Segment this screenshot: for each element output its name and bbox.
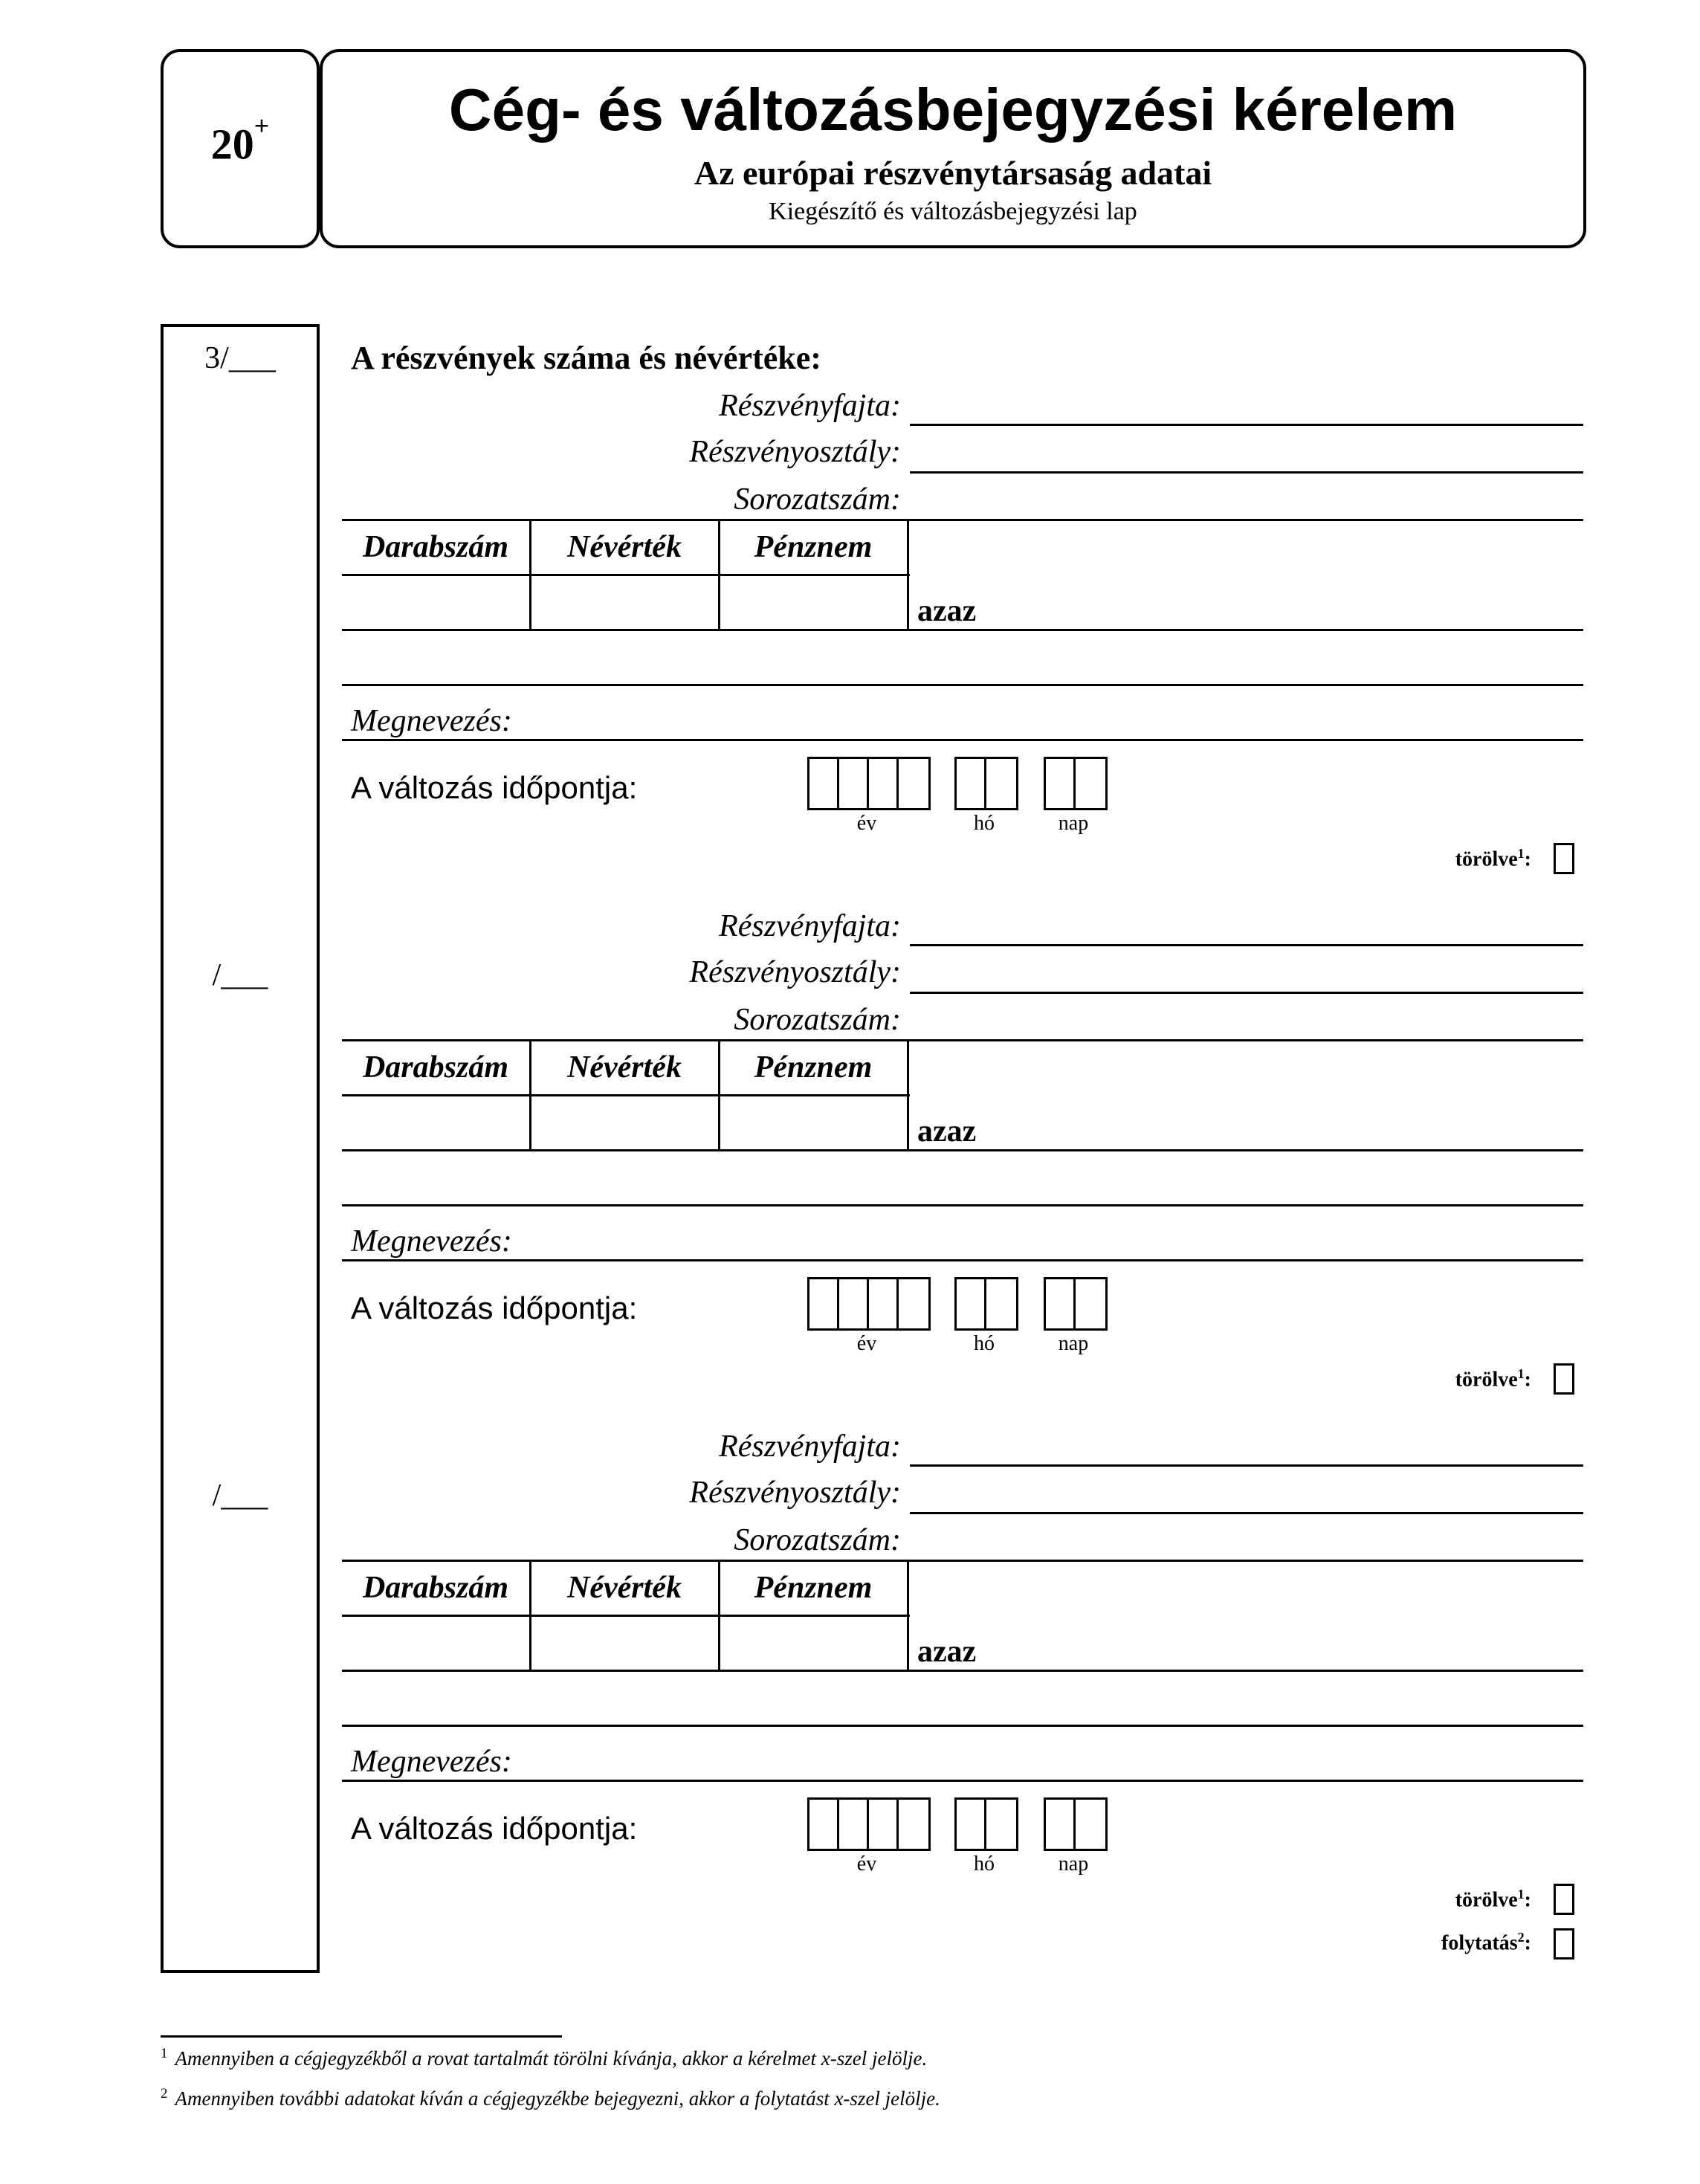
share-class-field[interactable] [910, 471, 1583, 474]
table-vline [907, 1039, 909, 1151]
digit-cell[interactable] [809, 1800, 839, 1849]
table-vline [529, 1560, 531, 1671]
share-class-label: Részvényosztály: [689, 955, 901, 989]
footnote-divider [161, 2035, 562, 2038]
col-darabszam: Darabszám [362, 1050, 509, 1085]
name-label: Megnevezés: [351, 1224, 512, 1259]
digit-cell[interactable] [1046, 759, 1076, 808]
digit-cell[interactable] [899, 1279, 928, 1328]
change-date-label: A változás időpontja: [351, 770, 638, 805]
rovat-number: /___ [212, 1479, 268, 1513]
name-field[interactable] [342, 739, 1583, 741]
form-title: Cég- és változásbejegyzési kérelem [448, 77, 1458, 143]
share-class-label: Részvényosztály: [689, 435, 901, 469]
digit-cell[interactable] [986, 759, 1016, 808]
deleted-checkbox[interactable] [1554, 843, 1574, 874]
azaz-label: azaz [917, 1635, 977, 1669]
share-type-field[interactable] [910, 424, 1583, 426]
table-bottom-line [342, 1670, 1583, 1672]
col-penznem: Pénznem [754, 530, 873, 564]
deleted-label: törölve$^1$: [1455, 1887, 1531, 1912]
folytatas-checkbox[interactable] [1554, 1928, 1574, 1960]
month-label: hó [974, 1852, 995, 1876]
col-nevertek: Névérték [567, 530, 682, 564]
table-vline [718, 1560, 720, 1671]
azaz-label: azaz [917, 594, 977, 628]
series-number-field[interactable] [342, 1560, 1583, 1562]
month-cells[interactable] [954, 1277, 1018, 1331]
table-vline [529, 1039, 531, 1151]
table-header-divider [342, 1094, 910, 1096]
year-label: év [856, 812, 877, 835]
share-class-label: Részvényosztály: [689, 1476, 901, 1510]
series-number-label: Sorozatszám: [734, 482, 901, 517]
table-bottom-line [342, 629, 1583, 631]
digit-cell[interactable] [809, 759, 839, 808]
col-darabszam: Darabszám [362, 530, 509, 564]
day-cells[interactable] [1044, 1277, 1108, 1331]
deleted-checkbox[interactable] [1554, 1884, 1574, 1915]
digit-cell[interactable] [1076, 759, 1105, 808]
digit-cell[interactable] [869, 759, 899, 808]
share-class-field[interactable] [910, 992, 1583, 994]
digit-cell[interactable] [869, 1279, 899, 1328]
deleted-checkbox[interactable] [1554, 1363, 1574, 1395]
change-date-label: A változás időpontja: [351, 1290, 638, 1325]
col-penznem: Pénznem [754, 1050, 873, 1085]
day-label: nap [1058, 1332, 1089, 1355]
table-vline [907, 1560, 909, 1671]
form-subtitle: Az európai részvénytársaság adatai [694, 154, 1212, 192]
table-header-divider [342, 1615, 910, 1617]
digit-cell[interactable] [957, 759, 986, 808]
digit-cell[interactable] [1076, 1800, 1105, 1849]
digit-cell[interactable] [869, 1800, 899, 1849]
page-number: 20+ [210, 111, 270, 169]
rovat-number: /___ [212, 958, 268, 992]
digit-cell[interactable] [839, 1279, 869, 1328]
share-class-field[interactable] [910, 1512, 1583, 1514]
name-field[interactable] [342, 1780, 1583, 1782]
digit-cell[interactable] [1076, 1279, 1105, 1328]
name-label: Megnevezés: [351, 704, 512, 738]
digit-cell[interactable] [986, 1800, 1016, 1849]
year-label: év [856, 1852, 877, 1876]
section-heading: A részvények száma és névértéke: [351, 340, 821, 376]
table-vline [907, 519, 909, 630]
digit-cell[interactable] [839, 1800, 869, 1849]
footnote-1: $^1$ Amennyiben a cégjegyzékből a rovat tartalmát törölni kívánja, akkor a kérelmet x-szel jelölje. [161, 2046, 928, 2070]
extra-line[interactable] [342, 684, 1583, 686]
deleted-label: törölve$^1$: [1455, 846, 1531, 871]
footnote-2: $^2$ Amennyiben további adatokat kíván a cégjegyzékbe bejegyezni, akkor a folytatást x-szel jelölje. [161, 2086, 940, 2110]
extra-line[interactable] [342, 1204, 1583, 1206]
name-label: Megnevezés: [351, 1745, 512, 1779]
folytatas-label: folytatás$^2$: [1441, 1930, 1531, 1955]
share-type-field[interactable] [910, 1464, 1583, 1467]
digit-cell[interactable] [1046, 1800, 1076, 1849]
digit-cell[interactable] [899, 759, 928, 808]
year-cells[interactable] [807, 1277, 931, 1331]
year-label: év [856, 1332, 877, 1355]
month-cells[interactable] [954, 1797, 1018, 1851]
month-label: hó [974, 1332, 995, 1355]
deleted-label: törölve$^1$: [1455, 1366, 1531, 1392]
series-number-label: Sorozatszám: [734, 1003, 901, 1037]
col-darabszam: Darabszám [362, 1571, 509, 1605]
day-cells[interactable] [1044, 757, 1108, 810]
digit-cell[interactable] [957, 1279, 986, 1328]
extra-line[interactable] [342, 1725, 1583, 1727]
table-vline [718, 519, 720, 630]
year-cells[interactable] [807, 1797, 931, 1851]
digit-cell[interactable] [809, 1279, 839, 1328]
digit-cell[interactable] [899, 1800, 928, 1849]
col-nevertek: Névérték [567, 1571, 682, 1605]
table-header-divider [342, 574, 910, 576]
year-cells[interactable] [807, 757, 931, 810]
table-vline [718, 1039, 720, 1151]
col-penznem: Pénznem [754, 1571, 873, 1605]
rovat-column [161, 324, 320, 1973]
col-nevertek: Névérték [567, 1050, 682, 1085]
digit-cell[interactable] [839, 759, 869, 808]
digit-cell[interactable] [986, 1279, 1016, 1328]
name-field[interactable] [342, 1259, 1583, 1261]
month-label: hó [974, 812, 995, 835]
share-type-label: Részvényfajta: [719, 909, 901, 943]
day-cells[interactable] [1044, 1797, 1108, 1851]
digit-cell[interactable] [1046, 1279, 1076, 1328]
azaz-label: azaz [917, 1114, 977, 1148]
change-date-label: A változás időpontja: [351, 1811, 638, 1846]
section-number: 3/___ [204, 341, 276, 375]
day-label: nap [1058, 1852, 1089, 1876]
share-type-label: Részvényfajta: [719, 1429, 901, 1464]
share-type-field[interactable] [910, 944, 1583, 946]
day-label: nap [1058, 812, 1089, 835]
form-subsubtitle: Kiegészítő és változásbejegyzési lap [769, 198, 1137, 225]
table-bottom-line [342, 1149, 1583, 1151]
series-number-field[interactable] [342, 519, 1583, 521]
series-number-field[interactable] [342, 1039, 1583, 1041]
digit-cell[interactable] [957, 1800, 986, 1849]
share-type-label: Részvényfajta: [719, 389, 901, 423]
table-vline [529, 519, 531, 630]
month-cells[interactable] [954, 757, 1018, 810]
series-number-label: Sorozatszám: [734, 1523, 901, 1557]
